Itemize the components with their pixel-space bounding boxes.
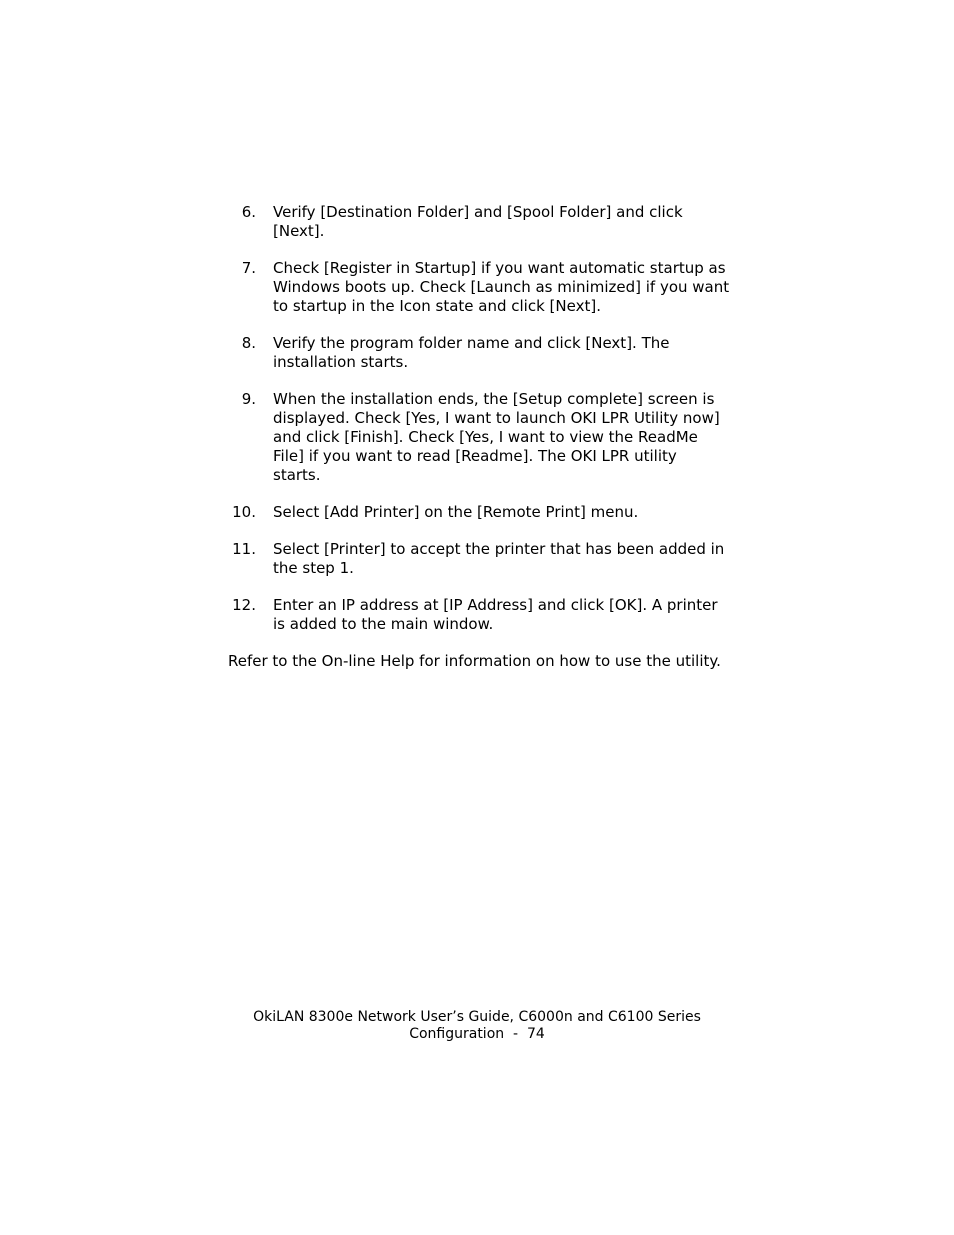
step-number: 11. xyxy=(232,540,256,558)
step-item xyxy=(228,390,758,485)
step-item xyxy=(228,203,758,241)
step-number: 12. xyxy=(232,596,256,614)
step-number: 10. xyxy=(232,503,256,521)
step-item xyxy=(228,334,758,372)
footer-page-number: Configuration - 74 xyxy=(409,1026,545,1042)
page-footer xyxy=(0,1009,954,1043)
step-item xyxy=(228,596,758,634)
footer-title: OkiLAN 8300e Network User’s Guide, C6000n and C6100 Series xyxy=(253,1009,701,1025)
step-number: 8. xyxy=(241,334,256,352)
step-text: Verify the program folder name and click [Next]. The installation starts. xyxy=(273,334,670,371)
step-text: Select [Add Printer] on the [Remote Print] menu. xyxy=(273,503,639,521)
step-number: 6. xyxy=(241,203,256,221)
instruction-steps xyxy=(228,203,758,652)
step-item xyxy=(228,503,758,522)
closing-paragraph: Refer to the On-line Help for information on how to use the utility. xyxy=(228,652,721,670)
step-number: 9. xyxy=(241,390,256,408)
step-item xyxy=(228,259,758,316)
step-item xyxy=(228,540,758,578)
step-text: Enter an IP address at [IP Address] and click [OK]. A printer is added to the main window. xyxy=(273,596,718,633)
step-number: 7. xyxy=(241,259,256,277)
step-text: Check [Register in Startup] if you want automatic startup as Windows boots up. Check [Launch as minimized] if you want to startup in the Icon state and click [Next]. xyxy=(273,259,730,315)
step-text: Select [Printer] to accept the printer that has been added in the step 1. xyxy=(273,540,725,577)
step-text: Verify [Destination Folder] and [Spool Folder] and click [Next]. xyxy=(273,203,683,240)
step-text: When the installation ends, the [Setup complete] screen is displayed. Check [Yes, I want to launch OKI LPR Utility now] and click [Finish]. Check [Yes, I want to view the ReadMe File] if you want to read [Readme]. The OKI LPR utility starts. xyxy=(273,390,720,484)
